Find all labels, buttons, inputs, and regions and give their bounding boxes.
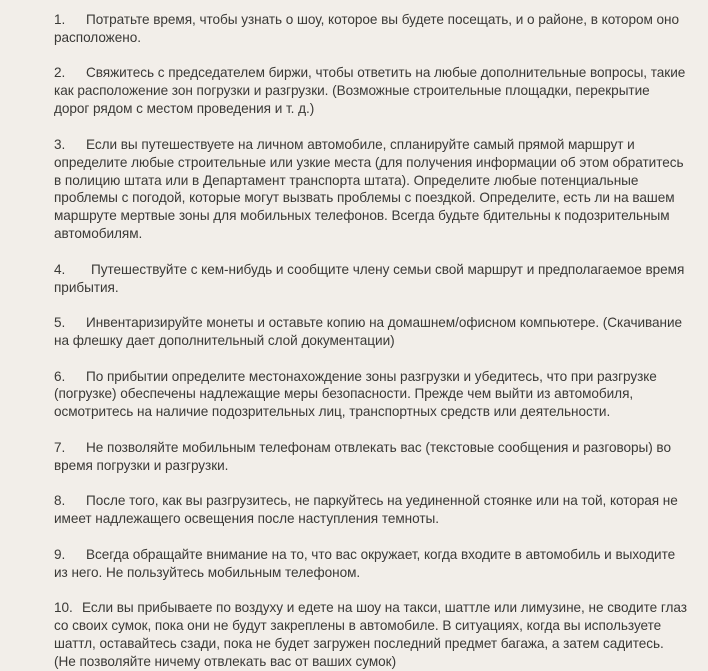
item-text: Если вы прибываете по воздуху и едете на шоу на такси, шаттле или лимузине, не сводите глаз со своих сумок, пока они не будут закреплены в автомобиле. В ситуациях, когда вы используете шаттл, оставайтесь сзади, пока не будет загружен последний предмет багажа, а затем садитесь. (Не позволяйте ничему отвлекать вас от ваших сумок) xyxy=(54,600,687,669)
list-item-10 xyxy=(54,599,688,671)
item-number: 4. xyxy=(54,261,66,277)
list-item-7 xyxy=(54,439,688,475)
item-text: Если вы путешествуете на личном автомобиле, спланируйте самый прямой маршрут и определите любые строительные или узкие места (для получения информации об этом обратитесь в полицию штата или в Департамент транспорта штата). Определите любые потенциальные проблемы с погодой, которые могут вызвать проблемы с поездкой. Определите, есть ли на вашем маршруте мертвые зоны для мобильных телефонов. Всегда будьте бдительны к подозрительным автомобилям. xyxy=(54,136,684,242)
list-item-1 xyxy=(54,11,688,47)
item-number: 9. xyxy=(54,546,66,562)
item-number: 3. xyxy=(54,136,66,152)
item-text: Всегда обращайте внимание на то, что вас окружает, когда входите в автомобиль и выходите из него. Не пользуйтесь мобильным телефоном. xyxy=(54,546,676,580)
item-number: 8. xyxy=(54,493,66,509)
item-number: 7. xyxy=(54,439,66,455)
item-number: 10. xyxy=(54,600,73,616)
item-text: Инвентаризируйте монеты и оставьте копию на домашнем/офисном компьютере. (Скачивание на флешку дает дополнительный слой документации) xyxy=(54,315,683,349)
item-text: Свяжитесь с председателем биржи, чтобы ответить на любые дополнительные вопросы, такие как расположение зон погрузки и разгрузки. (Возможные строительные площадки, перекрытие дорог рядом с местом проведения и т. д.) xyxy=(54,65,686,117)
list-item-3 xyxy=(54,136,688,243)
list-item-2 xyxy=(54,64,688,118)
item-number: 1. xyxy=(54,12,66,27)
item-text: Путешествуйте с кем-нибудь и сообщите члену семьи свой маршрут и предполагаемое время прибытия. xyxy=(54,261,685,295)
list-item-4 xyxy=(54,261,688,297)
item-text: Не позволяйте мобильным телефонам отвлекать вас (текстовые сообщения и разговоры) во время погрузки и разгрузки. xyxy=(54,439,671,473)
list-item-6 xyxy=(54,368,688,422)
item-number: 6. xyxy=(54,368,66,384)
list-item-8 xyxy=(54,492,688,528)
item-number: 2. xyxy=(54,65,66,81)
list-item-5 xyxy=(54,314,688,350)
list-item-9 xyxy=(54,546,688,582)
item-number: 5. xyxy=(54,315,66,331)
item-text: Потратьте время, чтобы узнать о шоу, которое вы будете посещать, и о районе, в котором оно расположено. xyxy=(54,12,679,45)
item-text: По прибытии определите местонахождение зоны разгрузки и убедитесь, что при разгрузке (погрузке) обеспечены надлежащие меры безопасности. Прежде чем выйти из автомобиля, осмотритесь на наличие подозрительных лиц, транспортных средств или деятельности. xyxy=(54,368,657,420)
item-text: После того, как вы разгрузитесь, не паркуйтесь на уединенной стоянке или на той, которая не имеет надлежащего освещения после наступления темноты. xyxy=(54,493,678,527)
